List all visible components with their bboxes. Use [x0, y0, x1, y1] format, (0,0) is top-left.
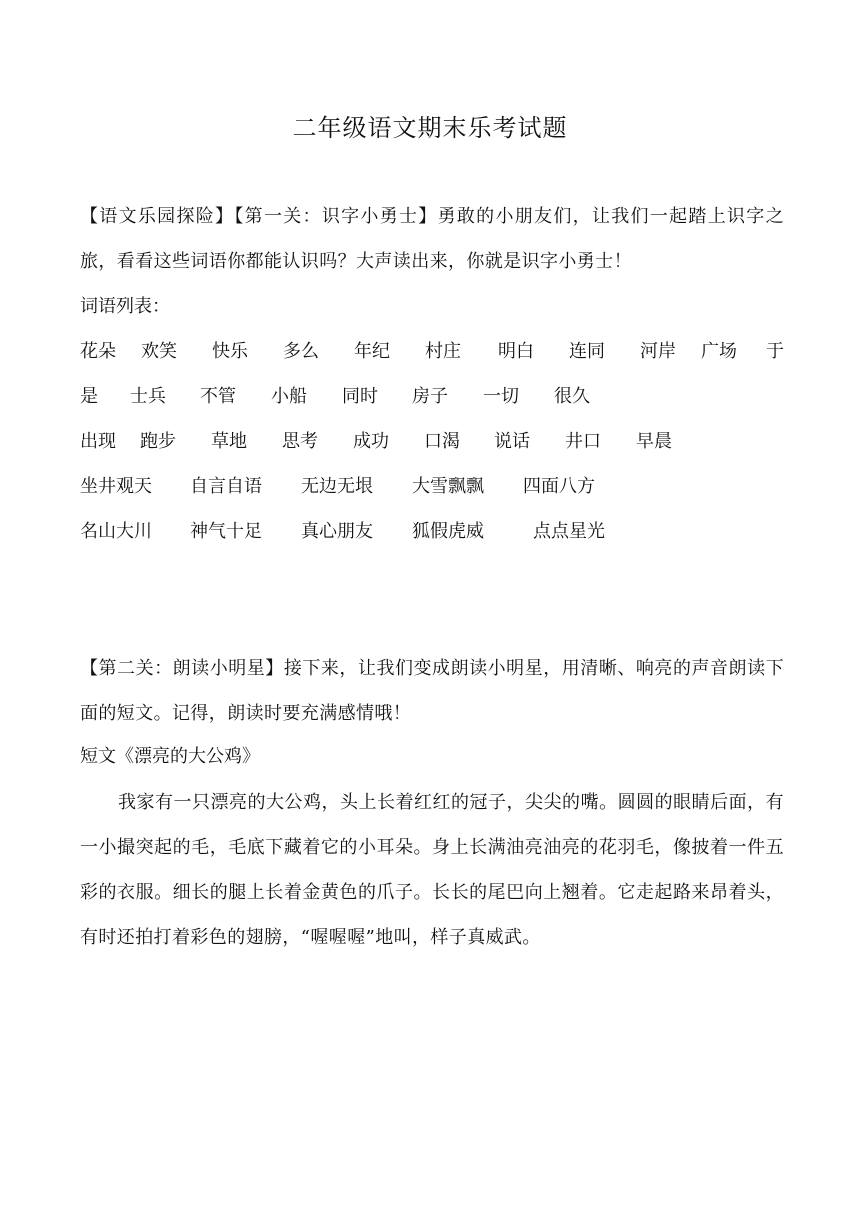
word-item: 成功	[353, 431, 389, 452]
section1-intro: 【语文乐园探险】【第一关：识字小勇士】勇敢的小朋友们，让我们一起踏上识字之旅，看看这些词语你都能认识吗？大声读出来，你就是识字小勇士！	[80, 206, 784, 272]
word-item: 井口	[565, 431, 601, 452]
word-item: 坐井观天	[80, 476, 152, 497]
word-item: 名山大川	[80, 521, 152, 542]
page-title: 二年级语文期末乐考试题	[292, 114, 568, 142]
word-item: 口渴	[424, 431, 460, 452]
word-item: 花朵	[80, 341, 116, 362]
word-item: 思考	[282, 431, 318, 452]
word-item: 跑步	[140, 431, 176, 452]
word-item: 早晨	[636, 431, 672, 452]
word-item: 年纪	[354, 341, 390, 362]
section2-intro: 【第二关：朗读小明星】接下来，让我们变成朗读小明星，用清晰、响亮的声音朗读下面的短文。记得，朗读时要充满感情哦！	[80, 658, 784, 724]
word-item: 出现	[80, 431, 116, 452]
word-item: 一切	[483, 386, 519, 407]
word-item: 小船	[271, 386, 307, 407]
word-item: 自言自语	[190, 476, 262, 497]
word-item: 很久	[554, 386, 590, 407]
word-item: 于	[766, 341, 784, 362]
word-item: 是	[80, 386, 98, 407]
word-item: 无边无垠	[301, 476, 373, 497]
passage-text: 我家有一只漂亮的大公鸡，头上长着红红的冠子，尖尖的嘴。圆圆的眼睛后面，有一小撮突起的毛，毛底下藏着它的小耳朵。身上长满油亮油亮的花羽毛，像披着一件五彩的衣服。细长的腿上长着金黄色的爪子。长长的尾巴向上翘着。它走起路来昂着头，有时还拍打着彩色的翅膀，“喔喔喔”地叫，样子真威武。	[80, 792, 784, 948]
word-item: 快乐	[212, 341, 248, 362]
word-item: 多么	[283, 341, 319, 362]
word-item: 说话	[494, 431, 530, 452]
passage-title: 短文《漂亮的大公鸡》	[80, 746, 260, 767]
word-item: 明白	[498, 341, 534, 362]
word-item: 房子	[412, 386, 448, 407]
word-item: 同时	[342, 386, 378, 407]
word-item: 草地	[211, 431, 247, 452]
word-item: 士兵	[130, 386, 166, 407]
word-item: 点点星光	[533, 521, 605, 542]
word-item: 不管	[200, 386, 236, 407]
word-item: 河岸	[640, 341, 676, 362]
word-item: 连同	[569, 341, 605, 362]
word-item: 欢笑	[141, 341, 177, 362]
word-item: 狐假虎威	[412, 521, 484, 542]
word-item: 大雪飘飘	[412, 476, 484, 497]
word-item: 村庄	[425, 341, 461, 362]
word-list-label: 词语列表：	[80, 296, 170, 317]
word-item: 神气十足	[190, 521, 262, 542]
word-item: 真心朋友	[301, 521, 373, 542]
word-item: 广场	[701, 341, 737, 362]
word-item: 四面八方	[523, 476, 595, 497]
